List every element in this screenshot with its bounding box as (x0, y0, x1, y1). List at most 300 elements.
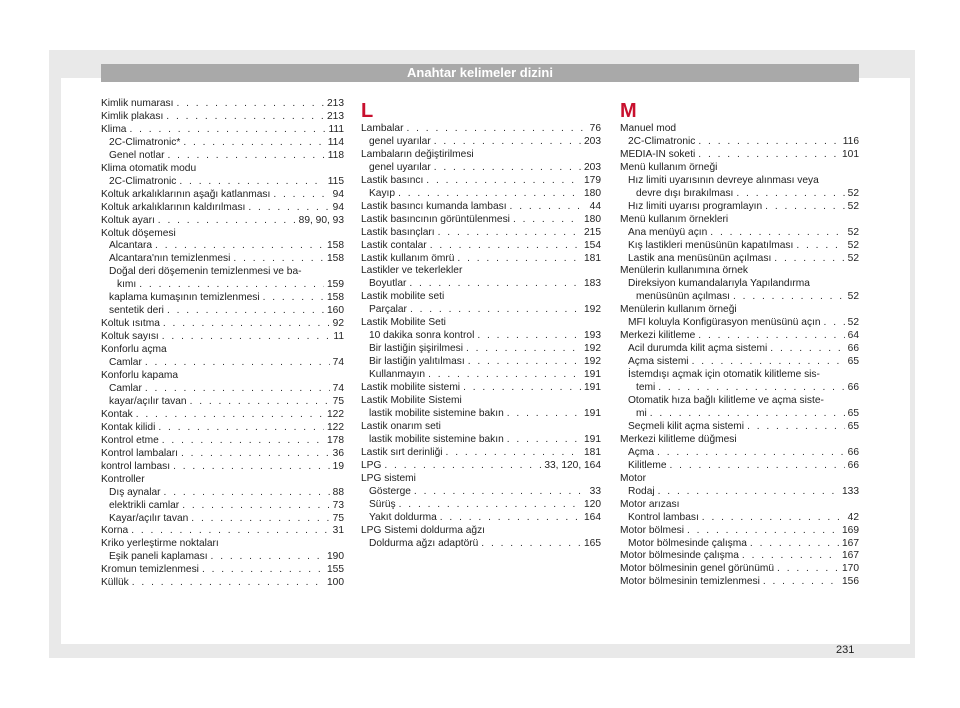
index-entry-term: Kayıp (369, 187, 396, 199)
index-entry (361, 253, 601, 266)
index-entry-page: 66 (847, 446, 859, 458)
index-entry (101, 124, 344, 137)
index-entry-term: MEDIA-IN soketi (620, 148, 696, 160)
index-heading: Koltuk döşemesi (101, 227, 176, 239)
index-entry (620, 486, 859, 499)
index-entry-page: 33, 120, 164 (544, 459, 601, 471)
index-entry-page: 33 (589, 485, 601, 497)
index-entry (101, 487, 344, 500)
index-entry-page: 181 (584, 252, 601, 264)
index-entry (101, 111, 344, 124)
index-entry-term: genel uyarılar (369, 161, 431, 173)
dot-leader (647, 408, 845, 421)
dot-leader (159, 331, 331, 344)
index-entry (620, 201, 859, 214)
index-entry-page: 52 (847, 239, 859, 251)
index-entry-page: 31 (332, 525, 344, 537)
index-entry (101, 577, 344, 590)
dot-leader (699, 512, 845, 525)
index-entry-page: 154 (584, 239, 601, 251)
index-entry-page: 74 (332, 382, 344, 394)
dot-leader (163, 111, 324, 124)
index-entry-term: Kontak kilidi (101, 421, 156, 433)
index-entry-term: LPG (361, 459, 382, 471)
index-entry (361, 369, 601, 382)
index-entry (101, 279, 344, 292)
dot-leader (504, 434, 581, 447)
index-entry-page: 192 (584, 356, 601, 368)
index-entry-term: Lastik sırt derinliği (361, 446, 443, 458)
dot-leader (793, 240, 844, 253)
index-entry-term: Bir lastiğin yalıtılması (369, 356, 465, 368)
index-entry-term: Alcantara (109, 240, 153, 252)
dot-leader (454, 253, 581, 266)
index-entry-page: 133 (842, 485, 859, 497)
dot-leader (510, 214, 581, 227)
index-entry (101, 525, 344, 538)
dot-leader (142, 357, 330, 370)
dot-leader (396, 499, 581, 512)
dot-leader (655, 382, 844, 395)
dot-leader (478, 538, 581, 551)
index-entry-page: 167 (842, 550, 859, 562)
dot-leader (128, 525, 329, 538)
dot-leader (684, 525, 839, 538)
dot-leader (260, 292, 324, 305)
index-entry-term: Eşik paneli kaplaması (109, 551, 208, 563)
index-entry-term: kaplama kumaşının temizlenmesi (109, 292, 260, 304)
index-entry-term: Genel notlar (109, 149, 165, 161)
index-entry-page: 122 (327, 408, 344, 420)
index-entry (620, 240, 859, 253)
index-entry-page: 213 (327, 110, 344, 122)
index-entry-term: Lastik contalar (361, 239, 427, 251)
index-entry-term: Motor bölmesi (620, 524, 684, 536)
dot-leader (667, 460, 845, 473)
page-title: Anahtar kelimeler dizini (407, 65, 553, 80)
dot-leader (395, 188, 581, 201)
index-entry (101, 189, 344, 202)
index-entry (101, 137, 344, 150)
index-entry (101, 513, 344, 526)
dot-leader (730, 291, 845, 304)
dot-leader (423, 175, 581, 188)
index-entry (361, 240, 601, 253)
index-entry-page: 118 (327, 149, 344, 161)
dot-leader (747, 538, 839, 551)
index-entry-term: Parçalar (369, 304, 407, 316)
index-entry-term: Motor bölmesinin genel görünümü (620, 563, 775, 575)
index-entry-term: Lastik basıncı kumanda lambası (361, 200, 507, 212)
index-entry (620, 563, 859, 576)
index-entry-term: Küllük (101, 577, 129, 589)
index-entry-page: 178 (327, 434, 344, 446)
page-title-banner (101, 64, 859, 82)
index-entry-term: Kimlik numarası (101, 98, 174, 109)
index-entry-page: 76 (589, 123, 601, 134)
index-entry-page: 115 (327, 175, 344, 187)
index-entry-term: Kontrol lambası (628, 511, 699, 523)
dot-leader (744, 421, 845, 434)
index-entry (620, 447, 859, 460)
index-entry-term: Kullanmayın (369, 369, 426, 381)
index-heading: Merkezi kilitleme düğmesi (620, 433, 737, 445)
index-column-1 (101, 98, 344, 590)
index-entry-page: 116 (842, 135, 859, 147)
index-entry (101, 331, 344, 344)
index-entry-page: 114 (327, 136, 344, 148)
dot-leader (411, 486, 587, 499)
index-entry (620, 525, 859, 538)
dot-leader (245, 202, 329, 215)
index-entry-page: 183 (584, 278, 601, 290)
index-entry-term: menüsünün açılması (636, 291, 731, 303)
index-heading: Konforlu açma (101, 344, 167, 356)
index-entry-page: 215 (584, 226, 601, 238)
dot-leader (126, 124, 325, 137)
index-entry (101, 500, 344, 513)
index-entry-term: Koltuk ısıtma (101, 318, 160, 330)
index-entry-page: 89, 90, 93 (298, 214, 344, 226)
dot-leader (443, 447, 581, 460)
index-entry (101, 98, 344, 111)
section-letter: L (361, 100, 374, 122)
index-entry-page: 203 (584, 161, 601, 173)
index-heading: Lastik Mobilite Seti (361, 317, 446, 329)
dot-leader (136, 279, 324, 292)
index-entry-term: Açma (628, 446, 655, 458)
dot-leader (230, 253, 324, 266)
dot-leader (762, 201, 844, 214)
index-entry-page: 181 (584, 446, 601, 458)
dot-leader (129, 577, 324, 590)
dot-leader (695, 136, 839, 149)
index-entry (101, 318, 344, 331)
page-number: 231 (836, 644, 855, 656)
index-entry-term: Motor bölmesinde çalışma (620, 550, 739, 562)
index-entry (101, 253, 344, 266)
index-entry-term: Lastik kullanım ömrü (361, 252, 455, 264)
dot-leader (208, 551, 324, 564)
index-entry-term: lastik mobilite sistemine bakın (369, 433, 504, 445)
index-heading: LPG Sistemi doldurma ağzı (361, 524, 486, 536)
index-entry (620, 136, 859, 149)
index-entry (620, 343, 859, 356)
dot-leader (188, 513, 329, 526)
index-entry-page: 120 (584, 498, 601, 510)
index-entry-page: 169 (842, 524, 859, 536)
dot-leader (695, 330, 844, 343)
index-entry (620, 421, 859, 434)
index-entry-page: 100 (327, 577, 344, 589)
index-entry-term: 10 dakika sonra kontrol (369, 330, 475, 342)
index-entry-page: 19 (332, 460, 344, 472)
index-entry (101, 435, 344, 448)
index-entry (101, 150, 344, 163)
index-entry (101, 176, 344, 189)
index-entry-page: 66 (847, 459, 859, 471)
index-entry (101, 448, 344, 461)
index-entry-term: Lastik mobilite sistemi (361, 382, 461, 394)
index-heading: Lastik onarım seti (361, 420, 441, 432)
dot-leader (180, 137, 324, 150)
index-entry-page: 159 (327, 279, 344, 291)
index-entry-term: devre dışı bırakılması (636, 187, 734, 199)
index-heading: Menü kullanım örneği (620, 161, 718, 173)
index-entry-page: 164 (584, 511, 601, 523)
index-heading: Menü kullanım örnekleri (620, 213, 729, 225)
index-heading: Lastikler ve tekerlekler (361, 265, 463, 277)
dot-leader (654, 447, 845, 460)
index-entry (361, 434, 601, 447)
index-entry-page: 92 (332, 318, 344, 330)
dot-leader (739, 550, 839, 563)
index-entry-page: 73 (332, 499, 344, 511)
index-entry (361, 408, 601, 421)
index-heading: Manuel mod (620, 123, 677, 134)
index-entry-term: Koltuk arkalıklarının kaldırılması (101, 201, 246, 213)
index-entry (361, 538, 601, 551)
index-entry-page: 52 (847, 200, 859, 212)
index-entry (620, 460, 859, 473)
index-entry (101, 357, 344, 370)
index-entry (101, 305, 344, 318)
index-entry-term: Doldurma ağzı adaptörü (369, 537, 479, 549)
dot-leader (155, 422, 324, 435)
index-entry-term: Dış aynalar (109, 486, 161, 498)
index-entry-page: 52 (847, 252, 859, 264)
index-entry-page: 52 (847, 291, 859, 303)
index-entry (101, 409, 344, 422)
index-entry-term: Motor bölmesinde çalışma (628, 537, 747, 549)
index-entry-page: 36 (332, 447, 344, 459)
dot-leader (142, 383, 330, 396)
index-entry-page: 193 (584, 330, 601, 342)
index-entry-page: 179 (584, 174, 601, 186)
index-entry-term: Kontrol lambaları (101, 447, 179, 459)
index-entry-page: 44 (589, 200, 601, 212)
index-entry-page: 94 (332, 201, 344, 213)
index-entry-term: Klima (101, 123, 127, 135)
index-entry-term: Lastik ana menüsünün açılması (628, 252, 772, 264)
dot-leader (431, 162, 581, 175)
dot-leader (504, 408, 581, 421)
index-entry (620, 253, 859, 266)
dot-leader (463, 343, 581, 356)
dot-leader (187, 396, 330, 409)
index-heading: Lambaların değiştirilmesi (361, 148, 474, 160)
index-entry-term: Camlar (109, 382, 142, 394)
index-entry-term: Lastik basıncının görüntülenmesi (361, 213, 510, 225)
index-entry-term: Koltuk sayısı (101, 331, 159, 343)
index-entry-term: Kromun temizlenmesi (101, 564, 199, 576)
index-entry (361, 175, 601, 188)
dot-leader (774, 563, 839, 576)
index-entry (361, 162, 601, 175)
index-entry (620, 408, 859, 421)
dot-leader (179, 500, 329, 513)
index-entry-term: Korna (101, 525, 129, 537)
dot-leader (407, 304, 581, 317)
index-heading: Doğal deri döşemenin temizlenmesi ve ba- (109, 266, 302, 278)
index-entry (361, 382, 601, 395)
index-entry (101, 422, 344, 435)
index-entry (361, 136, 601, 149)
index-entry-page: 156 (842, 576, 859, 588)
index-entry (101, 202, 344, 215)
index-entry (620, 330, 859, 343)
index-entry (361, 304, 601, 317)
index-entry-page: 155 (327, 564, 344, 576)
index-entry-term: Motor bölmesinin temizlenmesi (620, 576, 760, 588)
index-entry-term: Acil durumda kilit açma sistemi (628, 343, 768, 355)
dot-leader (689, 356, 845, 369)
index-entry (620, 188, 859, 201)
index-entry-term: Boyutlar (369, 278, 407, 290)
index-entry (361, 188, 601, 201)
index-entry-page: 165 (584, 537, 601, 549)
index-entry-term: Merkezi kilitleme (620, 330, 696, 342)
index-entry-page: 94 (332, 188, 344, 200)
index-entry (361, 123, 601, 136)
index-entry-page: 52 (847, 317, 859, 329)
index-entry (101, 461, 344, 474)
index-entry-page: 65 (847, 420, 859, 432)
index-entry-page: 180 (584, 187, 601, 199)
dot-leader (435, 227, 581, 240)
index-heading: Menülerin kullanım örneği (620, 304, 737, 316)
index-entry (101, 383, 344, 396)
index-entry-term: Alcantara'nın temizlenmesi (109, 253, 231, 265)
index-entry (361, 227, 601, 240)
index-entry-page: 158 (327, 253, 344, 265)
index-entry (101, 215, 344, 228)
dot-leader (159, 435, 324, 448)
dot-leader (460, 382, 581, 395)
index-entry-term: Yakıt doldurma (369, 511, 437, 523)
index-entry-term: mi (636, 407, 647, 419)
index-entry-page: 11 (333, 331, 344, 343)
dot-leader (178, 448, 330, 461)
index-entry-page: 75 (332, 512, 344, 524)
dot-leader (427, 240, 581, 253)
index-entry-term: kontrol lambası (101, 460, 171, 472)
dot-leader (381, 460, 541, 473)
index-entry-page: 191 (584, 382, 601, 394)
index-entry-page: 52 (847, 187, 859, 199)
index-entry (101, 396, 344, 409)
index-heading: Lastik mobilite seti (361, 291, 445, 303)
index-entry-term: Lambalar (361, 123, 404, 134)
index-entry (101, 564, 344, 577)
index-heading: LPG sistemi (361, 472, 416, 484)
index-entry-page: 158 (327, 240, 344, 252)
index-entry-term: Lastik basınçları (361, 226, 435, 238)
index-entry-page: 158 (327, 292, 344, 304)
index-entry-page: 111 (328, 123, 344, 135)
index-entry-term: Hız limiti uyarısı programlayın (628, 200, 763, 212)
index-entry-term: sentetik deri (109, 305, 164, 317)
dot-leader (406, 278, 581, 291)
index-entry-page: 190 (327, 551, 344, 563)
index-entry (620, 550, 859, 563)
section-letter: M (620, 100, 637, 122)
index-entry-page: 191 (584, 407, 601, 419)
index-entry (620, 356, 859, 369)
index-entry (361, 499, 601, 512)
index-heading: Klima otomatik modu (101, 162, 197, 174)
index-entry-term: lastik mobilite sistemine bakın (369, 407, 504, 419)
index-entry-page: 74 (332, 357, 344, 369)
index-entry-term: Kilitleme (628, 459, 667, 471)
dot-leader (170, 461, 330, 474)
index-entry-term: Koltuk arkalıklarının aşağı katlanması (101, 188, 271, 200)
index-entry (361, 460, 601, 473)
index-entry-page: 66 (847, 343, 859, 355)
dot-leader (695, 149, 839, 162)
index-heading: Otomatik hıza bağlı kilitleme ve açma siste- (628, 395, 824, 407)
index-entry-term: Camlar (109, 357, 142, 369)
dot-leader (164, 305, 324, 318)
dot-leader (403, 123, 586, 136)
index-entry (361, 214, 601, 227)
index-entry (361, 512, 601, 525)
dot-leader (165, 150, 325, 163)
dot-leader (173, 98, 324, 111)
index-entry-page: 167 (842, 537, 859, 549)
index-entry (361, 343, 601, 356)
dot-leader (465, 356, 581, 369)
index-entry (101, 240, 344, 253)
index-entry-page: 203 (584, 135, 601, 147)
index-entry-term: Açma sistemi (628, 356, 689, 368)
index-entry (620, 317, 859, 330)
index-entry-page: 213 (327, 98, 344, 109)
index-entry (361, 330, 601, 343)
index-entry (620, 576, 859, 589)
index-heading: Motor (620, 472, 647, 484)
index-entry (361, 447, 601, 460)
index-entry-page: 66 (847, 382, 859, 394)
dot-leader (431, 136, 581, 149)
index-entry-term: 2C-Climatronic (109, 175, 177, 187)
index-heading: Konforlu kapama (101, 370, 179, 382)
index-column-3 (620, 100, 859, 589)
index-column-2 (361, 100, 601, 550)
index-entry-page: 64 (847, 330, 859, 342)
index-heading: Menülerin kullanımına örnek (620, 265, 748, 277)
index-entry (361, 486, 601, 499)
index-entry-term: Kayar/açılır tavan (109, 512, 189, 524)
index-entry-term: temi (636, 382, 656, 394)
index-entry-page: 75 (332, 395, 344, 407)
index-entry (620, 149, 859, 162)
index-entry-term: Sürüş (369, 498, 396, 510)
dot-leader (133, 409, 324, 422)
index-entry-term: Kimlik plakası (101, 110, 164, 122)
index-entry-page: 42 (847, 511, 859, 523)
index-entry (361, 278, 601, 291)
index-heading: Hız limiti uyarısının devreye alınması veya (628, 174, 819, 186)
dot-leader (437, 512, 581, 525)
index-heading: Motor arızası (620, 498, 680, 510)
index-entry-page: 88 (332, 486, 344, 498)
index-entry-page: 170 (842, 563, 859, 575)
index-entry (620, 227, 859, 240)
dot-leader (199, 564, 324, 577)
dot-leader (160, 318, 330, 331)
dot-leader (270, 189, 329, 202)
